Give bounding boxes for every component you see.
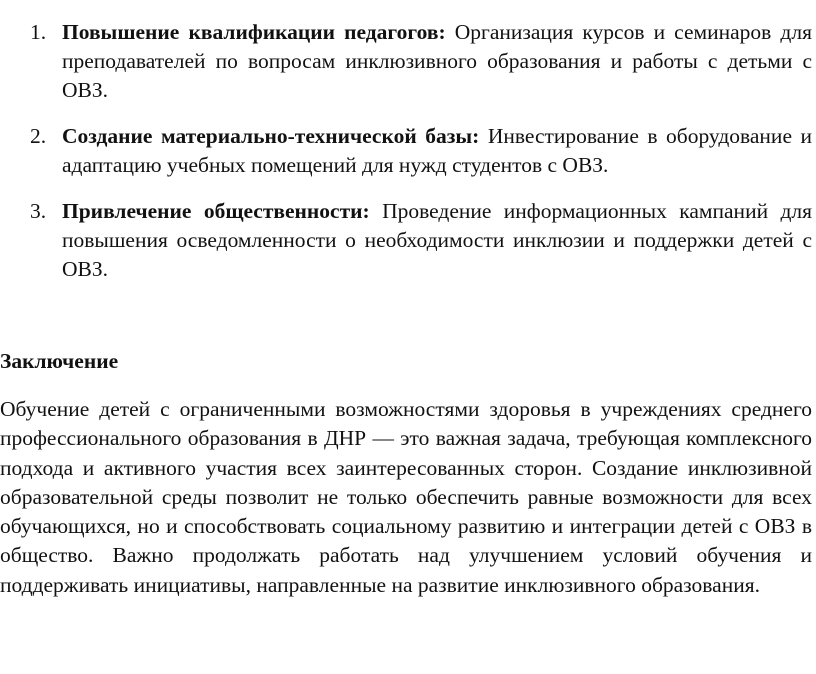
list-item-number: 1. [30, 20, 47, 44]
list-item-text: Проведение информационных кампаний для повышения осведомленности о необходимости инклюзии и поддержки детей с ОВЗ. [62, 199, 813, 281]
list-item-number: 3. [30, 199, 47, 223]
list-item-number: 2. [30, 124, 47, 148]
list-item-text: Организация курсов и семинаров для преподавателей по вопросам инклюзивного образования и работы с детьми с ОВЗ. [62, 20, 812, 102]
list-item-title: Повышение квалификации педагогов: [62, 20, 455, 44]
conclusion-paragraph: Обучение детей с ограниченными возможностями здоровья в учреждениях среднего профессионального образования в ДНР — это важная задача, требующая комплексного подхода и активного участия всех заинтересованных сторон. Создание инклюзивной образовательной среды позволит не только обеспечить равные возможности для всех обучающихся, но и способствовать социальному развитию и интеграции детей с ОВЗ в общество. Важно продолжать работать над улучшением условий обучения и поддерживать инициативы, направленные на развитие инклюзивного образования. [0, 397, 812, 597]
list-item [0, 18, 816, 105]
list-item-text: Инвестирование в оборудование и адаптацию учебных помещений для нужд студентов с ОВЗ. [62, 124, 812, 177]
recommendations-list [0, 18, 816, 301]
list-item [0, 197, 816, 284]
list-item-title: Привлечение общественности: [62, 199, 383, 223]
conclusion-heading: Заключение [0, 349, 119, 373]
list-item [0, 122, 816, 180]
list-item-title: Создание материально-технической базы: [62, 124, 488, 148]
